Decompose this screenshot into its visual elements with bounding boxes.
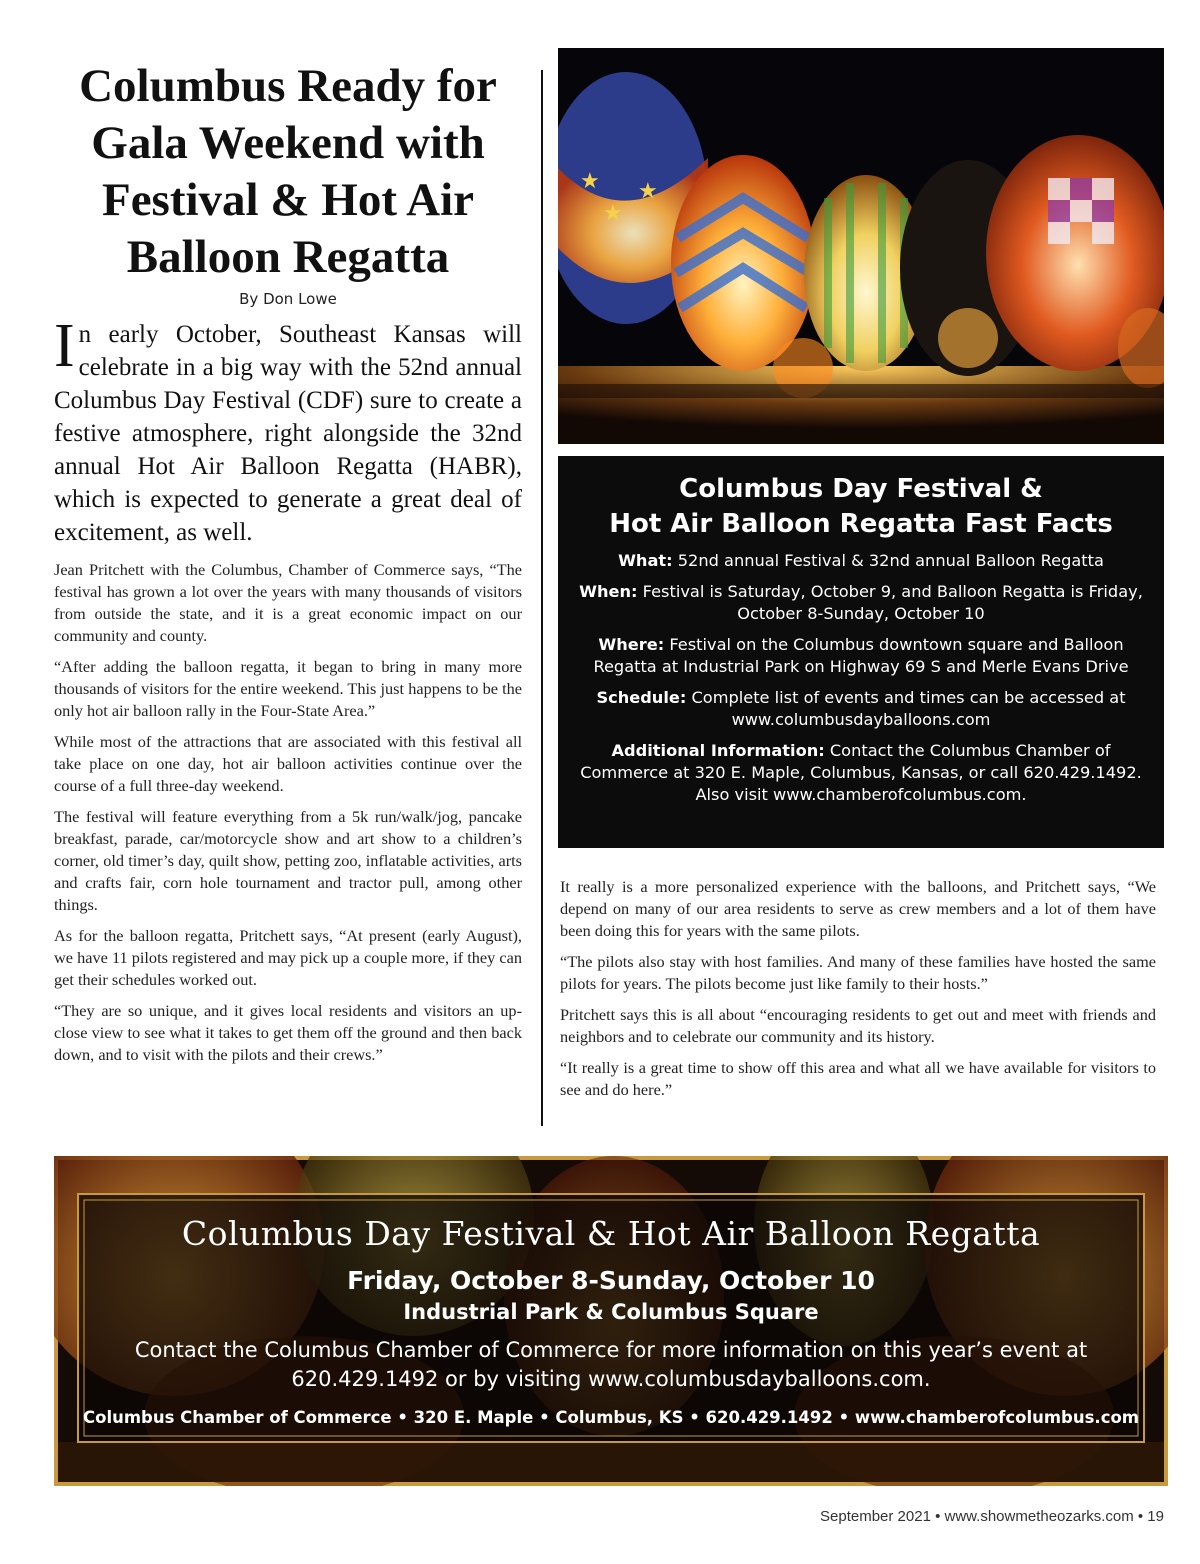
svg-text:★: ★: [603, 200, 623, 225]
fact-text: Contact the Columbus Chamber of Commerce at 320 E. Maple, Columbus, Kansas, or call 620.429.1492. Also visit www.chamberofcolumbus.com.: [580, 741, 1142, 804]
article-left-column: [54, 58, 522, 1075]
fact-label: Schedule:: [596, 688, 687, 707]
body-paragraph: “The pilots also stay with host families. And many of these families have hosted the same pilots for years. The pilots become just like family to their hosts.”: [560, 952, 1156, 993]
fact-label: What:: [618, 551, 673, 570]
body-paragraph: Jean Pritchett with the Columbus, Chamber of Commerce says, “The festival has grown a lot over the years with many thousands of visitors from outside the state, and it is a great economic impact on our community and county.: [54, 560, 522, 645]
lead-text: n early October, Southeast Kansas will celebrate in a big way with the 52nd annual Columbus Day Festival (CDF) sure to create a festive atmosphere, right alongside the 32nd annual Hot Air Balloon Regatta (HABR), which is expected to generate a great deal of excitement, as well.: [54, 321, 522, 546]
body-paragraph: “After adding the balloon regatta, it began to bring in many more thousands of visitors for the entire weekend. This just happens to be the only hot air balloon rally in the Four-State Area.”: [54, 657, 522, 720]
article-headline: Columbus Ready for Gala Weekend with Festival & Hot Air Balloon Regatta: [79, 60, 497, 283]
fact-where: [578, 634, 1144, 678]
fast-facts-title-line: Hot Air Balloon Regatta Fast Facts: [609, 509, 1113, 539]
fact-text: Festival on the Columbus downtown square and Balloon Regatta at Industrial Park on Highway 69 S and Merle Evans Drive: [593, 635, 1129, 676]
banner-venue: Industrial Park & Columbus Square: [403, 1300, 819, 1324]
fast-facts-box: [558, 456, 1164, 848]
fast-facts-title: [558, 472, 1164, 542]
banner-contact: Contact the Columbus Chamber of Commerce for more information on this year’s event at 620.429.1492 or by visiting www.columbusdayballoons.com.: [134, 1338, 1088, 1391]
article-byline: By Don Lowe: [239, 290, 337, 308]
banner-dates: Friday, October 8-Sunday, October 10: [347, 1266, 875, 1295]
fact-schedule: [578, 687, 1144, 731]
body-paragraph: “It really is a great time to show off this area and what all we have available for visitors to see and do here.”: [560, 1058, 1156, 1099]
page-footer: September 2021 • www.showmetheozarks.com • 19: [820, 1508, 1164, 1525]
body-paragraph: The festival will feature everything from a 5k run/walk/jog, pancake breakfast, parade, car/motorcycle show and art show to a children’s corner, old timer’s day, quilt show, petting zoo, inflatable activities, arts and crafts fair, corn hole tournament and tractor pull, among other things.: [54, 807, 522, 914]
fact-when: [578, 581, 1144, 625]
fact-text: Festival is Saturday, October 9, and Balloon Regatta is Friday, October 8-Sunday, October 10: [642, 582, 1143, 623]
fact-additional-info: [578, 740, 1144, 806]
drop-cap: I: [54, 312, 75, 380]
fact-label: Where:: [598, 635, 665, 654]
banner-footer: Columbus Chamber of Commerce • 320 E. Maple • Columbus, KS • 620.429.1492 • www.chamberofcolumbus.com: [83, 1408, 1139, 1427]
fact-what: [578, 550, 1144, 572]
fact-label: Additional Information:: [611, 741, 825, 760]
svg-text:★: ★: [638, 178, 658, 203]
fast-facts-title-line: Columbus Day Festival &: [679, 474, 1043, 504]
article-lead-paragraph: [54, 312, 522, 549]
body-paragraph: It really is a more personalized experience with the balloons, and Pritchett says, “We depend on many of our area residents to serve as crew members and a lot of them have been doing this for years with the same pilots.: [560, 877, 1156, 940]
svg-text:★: ★: [580, 168, 600, 193]
body-paragraph: Pritchett says this is all about “encouraging residents to get out and meet with friends and neighbors and to celebrate our community and its history.: [560, 1005, 1156, 1046]
body-paragraph: As for the balloon regatta, Pritchett says, “At present (early August), we have 11 pilots registered and may pick up a couple more, if they can get their schedules worked out.: [54, 926, 522, 989]
fact-text: Complete list of events and times can be accessed at www.columbusdayballoons.com: [691, 688, 1126, 729]
column-divider: [541, 70, 543, 1126]
banner-title: Columbus Day Festival & Hot Air Balloon Regatta: [181, 1214, 1041, 1253]
body-paragraph: “They are so unique, and it gives local residents and visitors an up-close view to see what it takes to get them off the ground and then back down, and to visit with the pilots and their crews.”: [54, 1001, 522, 1064]
fact-text: 52nd annual Festival & 32nd annual Balloon Regatta: [677, 551, 1104, 570]
event-banner-ad: [54, 1156, 1168, 1486]
article-right-column: [560, 876, 1156, 1110]
fact-label: When:: [579, 582, 638, 601]
body-paragraph: While most of the attractions that are associated with this festival all take place on one day, hot air balloon activities continue over the course of a full three-day weekend.: [54, 732, 522, 795]
balloon-photo: [558, 48, 1164, 444]
